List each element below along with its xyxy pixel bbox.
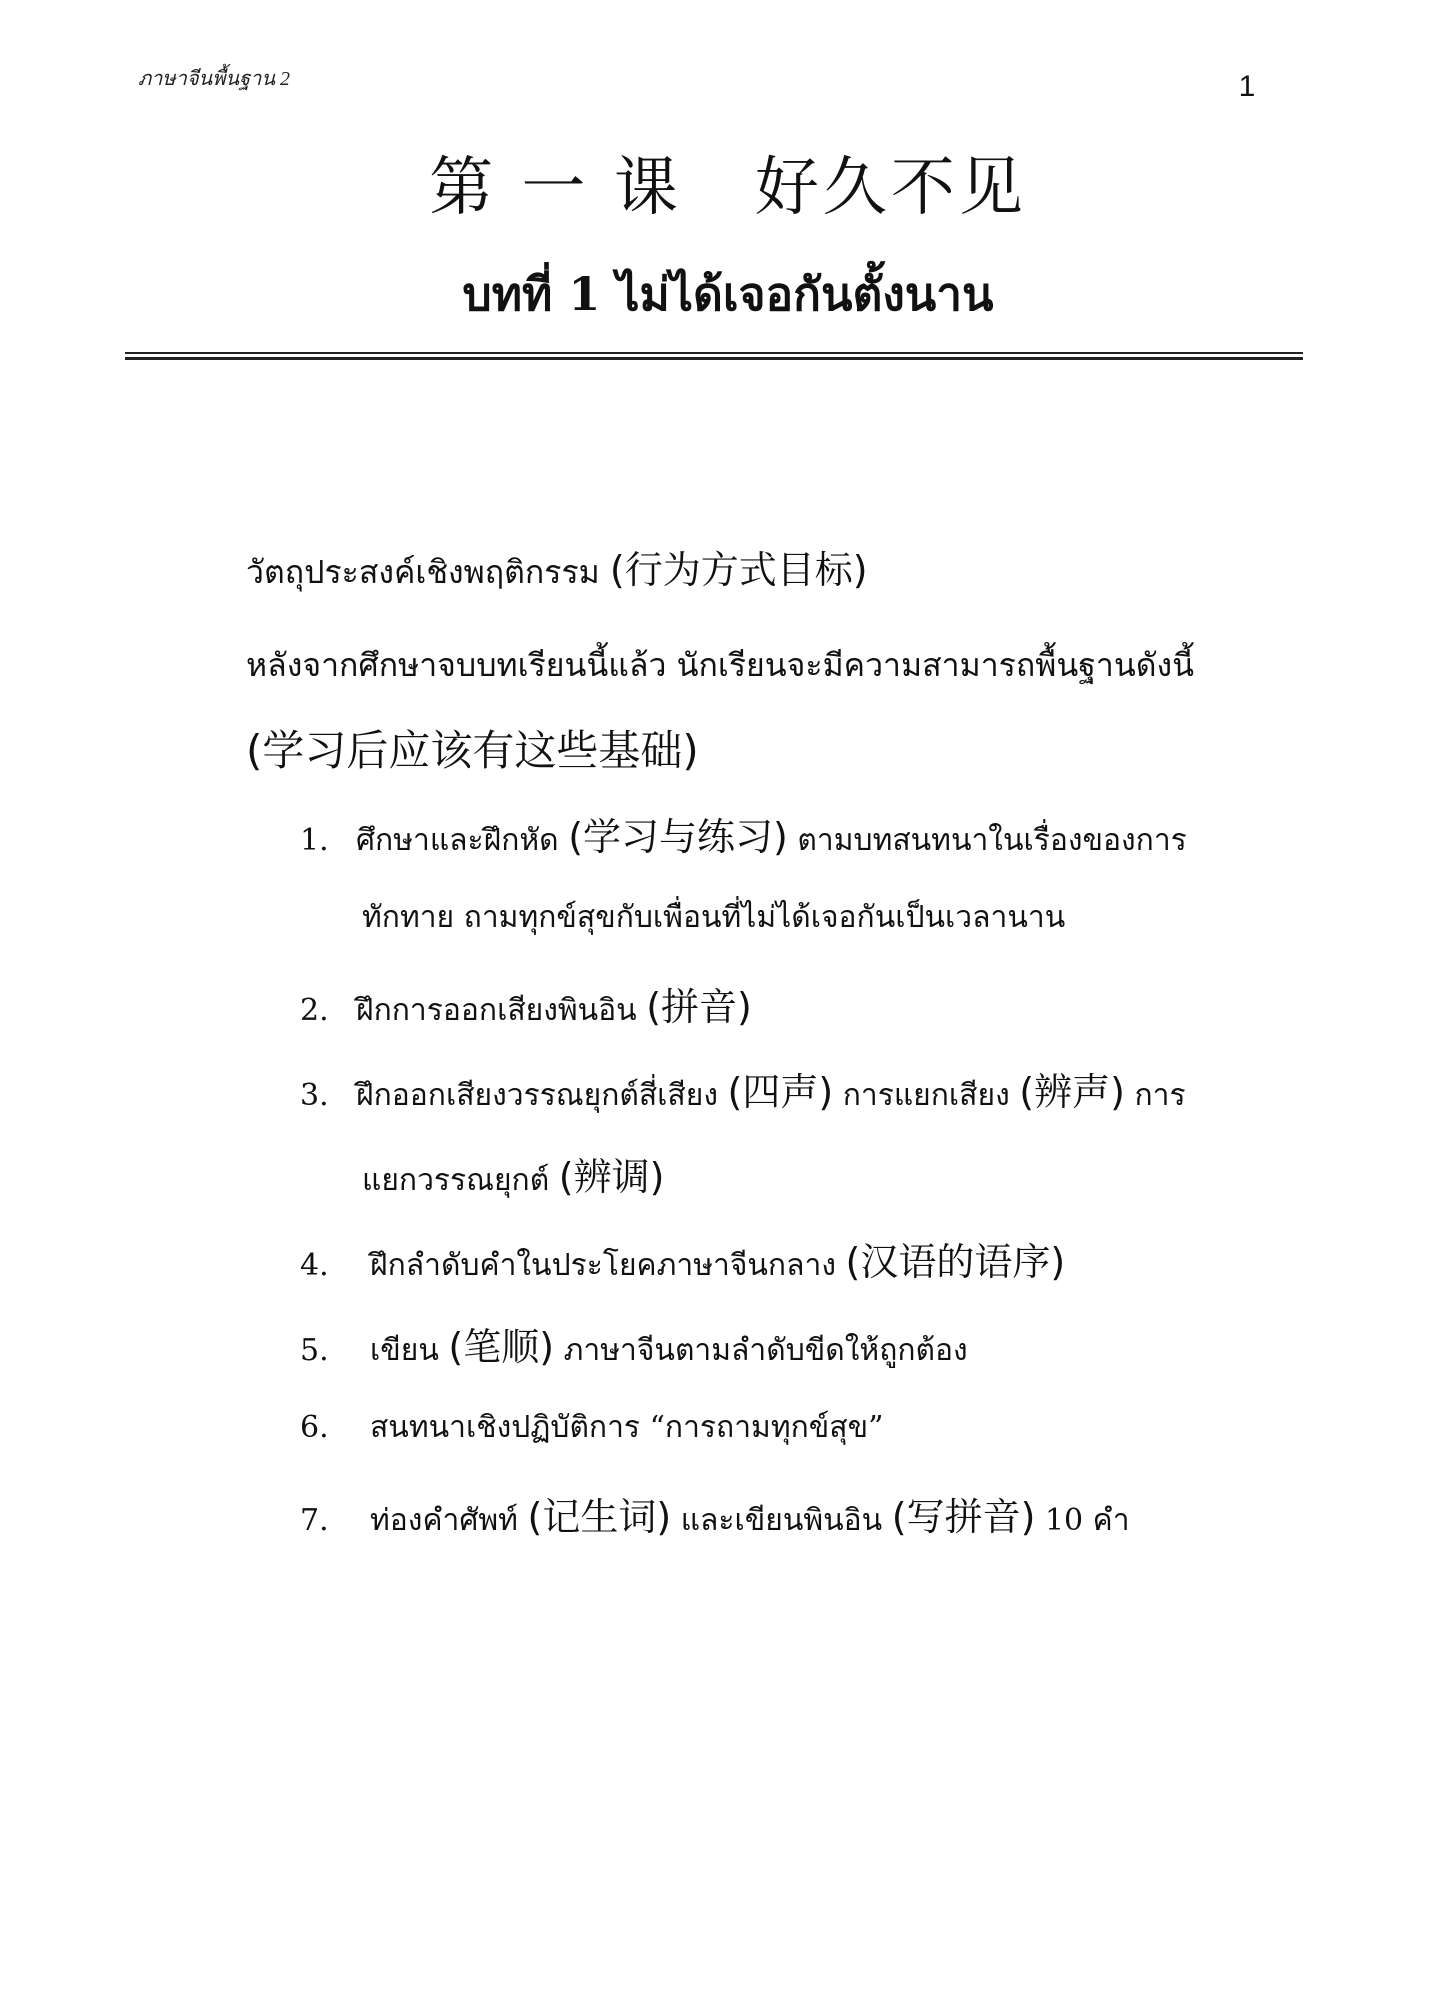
item-text: สนทนาเชิงปฏิบัติการ “การถามทุกข์สุข” bbox=[370, 1410, 884, 1445]
objective-item-3 bbox=[300, 1070, 1186, 1116]
item-text: ภาษาจีนตามลำดับขีดให้ถูกต้อง bbox=[563, 1333, 968, 1368]
item-number: 1. bbox=[300, 823, 329, 858]
item-text: ฝึกออกเสียงวรรณยุกต์สี่เสียง bbox=[356, 1078, 718, 1113]
objective-item-4 bbox=[300, 1240, 1065, 1286]
item-text: ท่องคำศัพท์ bbox=[370, 1503, 518, 1538]
item-text: เขียน bbox=[370, 1333, 439, 1368]
item-number: 6. bbox=[300, 1410, 329, 1445]
item-chinese: (写拼音) bbox=[891, 1495, 1036, 1539]
item-number: 3. bbox=[300, 1078, 329, 1113]
lesson-title-thai: บทที่ 1 ไม่ได้เจอกันตั้งนาน bbox=[462, 267, 994, 321]
objective-item-5 bbox=[300, 1325, 968, 1371]
title-divider-top bbox=[125, 352, 1303, 354]
objectives-heading-chinese: (行为方式目标) bbox=[609, 548, 868, 592]
objectives-intro-thai: หลังจากศึกษาจบบทเรียนนี้แล้ว นักเรียนจะมีความสามารถพื้นฐานดังนี้ bbox=[246, 646, 1194, 684]
item-number: 7. bbox=[300, 1503, 329, 1538]
objectives-heading-thai: วัตถุประสงค์เชิงพฤติกรรม bbox=[246, 553, 600, 591]
item-chinese: (四声) bbox=[727, 1070, 834, 1114]
objective-item-6 bbox=[300, 1410, 883, 1446]
item-text: การ bbox=[1134, 1078, 1186, 1113]
item-text: การแยกเสียง bbox=[842, 1078, 1010, 1113]
lesson-title-chinese: 第 一 课 好久不见 bbox=[429, 151, 1027, 225]
objective-item-3-continuation bbox=[362, 1155, 664, 1201]
item-text: แยกวรรณยุกต์ bbox=[362, 1163, 550, 1198]
item-chinese: (辨调) bbox=[558, 1155, 665, 1199]
item-text: ฝึกการออกเสียงพินอิน bbox=[356, 993, 637, 1028]
objective-item-7 bbox=[300, 1495, 1130, 1541]
item-chinese: (笔顺) bbox=[448, 1325, 555, 1369]
title-divider-bottom bbox=[125, 357, 1303, 360]
item-chinese: (拼音) bbox=[646, 985, 752, 1029]
item-number: 2. bbox=[300, 993, 329, 1028]
item-text: ตามบทสนทนาในเรื่องของการ bbox=[797, 823, 1187, 858]
objective-item-1 bbox=[300, 815, 1187, 861]
item-text: 10 คำ bbox=[1044, 1503, 1130, 1538]
item-chinese: (辨声) bbox=[1019, 1070, 1125, 1114]
objectives-heading bbox=[246, 548, 868, 594]
objectives-intro-chinese: (学习后应该有这些基础) bbox=[246, 726, 699, 775]
objective-item-2 bbox=[300, 985, 752, 1031]
item-chinese: (记生词) bbox=[527, 1495, 672, 1539]
item-number: 5. bbox=[300, 1333, 329, 1368]
item-chinese: (学习与练习) bbox=[568, 815, 788, 859]
item-chinese: (汉语的语序) bbox=[845, 1240, 1066, 1284]
page-number: 1 bbox=[1238, 70, 1256, 103]
objective-item-1-continuation: ทักทาย ถามทุกข์สุขกับเพื่อนที่ไม่ได้เจอกันเป็นเวลานาน bbox=[362, 900, 1066, 935]
item-text: และเขียนพินอิน bbox=[680, 1503, 883, 1538]
item-text: ฝึกลำดับคำในประโยคภาษาจีนกลาง bbox=[370, 1248, 836, 1283]
item-number: 4. bbox=[300, 1248, 329, 1283]
running-header: ภาษาจีนพื้นฐาน 2 bbox=[138, 68, 291, 90]
item-text: ศึกษาและฝึกหัด bbox=[356, 823, 559, 858]
